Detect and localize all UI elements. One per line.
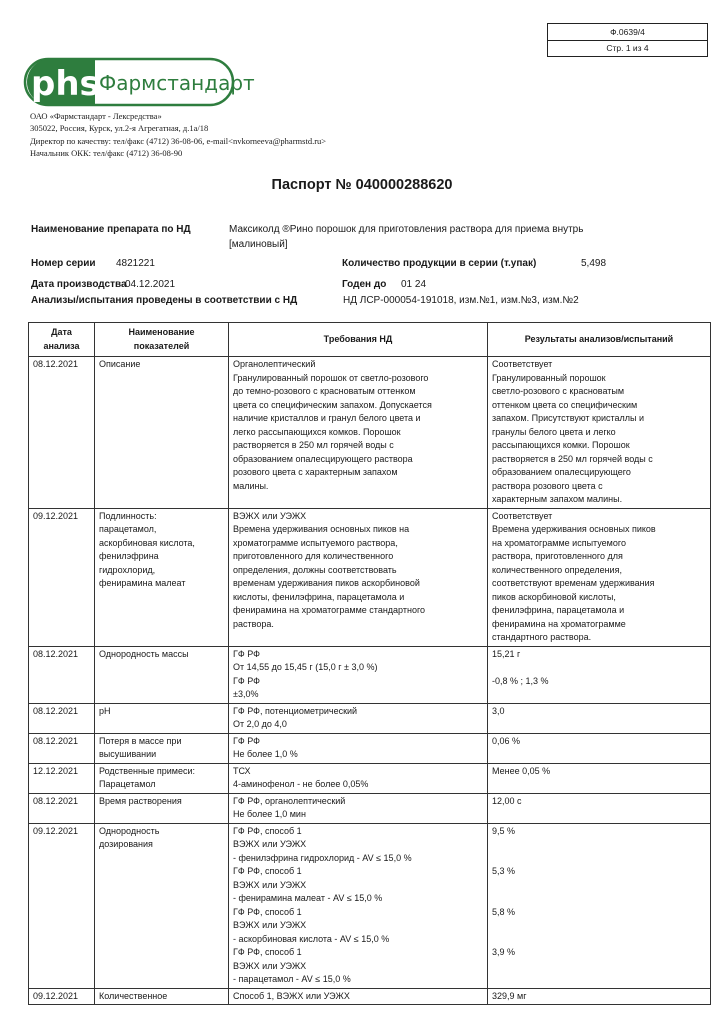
cell-indicator (95, 357, 229, 509)
table-row (29, 823, 711, 988)
cell-indicator (95, 733, 229, 763)
cell-line: временам удерживания пиков аскорбиновой (233, 578, 420, 588)
cell-line: хроматограмме испытуемого раствора, (233, 537, 398, 548)
cell-line: фенирамина на хроматограмме стандартного (233, 605, 426, 615)
drug-label: Наименование препарата по НД (31, 224, 191, 235)
quantity-value: 5,498 (581, 258, 607, 269)
cell-line: Количественное (99, 990, 168, 1001)
column-header-requirements: Требования НД (229, 323, 488, 357)
cell-line: растворяется в 250 мл горячей воды с (233, 440, 394, 450)
analysis-basis-value: НД ЛСР-000054-191018, изм.№1, изм.№3, изм.№2 (343, 295, 579, 306)
cell-requirement (229, 357, 488, 509)
cell-date (29, 646, 95, 703)
cell-line (492, 688, 707, 702)
cell-line: Описание (99, 359, 141, 369)
address-line: Директор по качеству: тел/факс (4712) 36-08-06, e-mail<nvkorneeva@pharmstd.ru> (30, 135, 327, 146)
cell-line: количественного определения, (492, 564, 622, 575)
cell-line: парацетамол, (99, 524, 157, 534)
table-row (29, 793, 711, 823)
cell-line: на хроматограмме испытуемого (492, 537, 626, 548)
cell-date (29, 733, 95, 763)
cell-result (488, 733, 711, 763)
cell-line: 5,3 % (492, 866, 516, 876)
cell-line: 5,8 % (492, 906, 516, 917)
cell-line: ГФ РФ, потенциометрический (233, 705, 358, 716)
cell-line: 08.12.2021 (33, 735, 79, 746)
cell-indicator (95, 646, 229, 703)
cell-line (492, 838, 707, 852)
column-header-name (95, 323, 229, 357)
results-table (28, 322, 711, 1005)
cell-line: раствора, приготовленного для (492, 551, 623, 561)
cell-line (492, 852, 707, 866)
cell-line: ВЭЖХ или УЭЖХ (233, 960, 307, 971)
column-header-line: Наименование (128, 327, 195, 337)
cell-line: Органолептический (233, 359, 316, 369)
cell-line: 12,00 с (492, 795, 522, 806)
cell-result (488, 646, 711, 703)
drug-name-line1: Максиколд ®Рино порошок для приготовления раствора для приема внутрь (229, 224, 584, 235)
cell-line (492, 892, 707, 906)
page-info: Стр. 1 из 4 (548, 40, 708, 57)
company-logo (23, 57, 255, 107)
cell-line: 08.12.2021 (33, 359, 79, 369)
cell-line: ГФ РФ (233, 735, 260, 746)
cell-line: ГФ РФ, органолептический (233, 795, 346, 806)
cell-line (492, 879, 707, 893)
cell-line: ВЭЖХ или УЭЖХ (233, 879, 307, 890)
series-label: Номер серии (31, 258, 96, 269)
cell-line: Подлинность: (99, 510, 157, 521)
passport-title: Паспорт № 040000288620 (271, 177, 453, 193)
cell-line: Времена удерживания основных пиков на (233, 524, 410, 534)
cell-line: ГФ РФ (233, 675, 260, 686)
cell-line: Гранулированный порошок (492, 372, 606, 383)
cell-requirement (229, 793, 488, 823)
cell-indicator (95, 988, 229, 1005)
cell-line: соответствуют временам удерживания (492, 578, 655, 588)
cell-line: фенирамина на хроматограмме (492, 618, 626, 629)
cell-line: - фенилэфрина гидрохлорид - AV ≤ 15,0 % (233, 852, 412, 863)
cell-result (488, 988, 711, 1005)
cell-line: От 14,55 до 15,45 г (15,0 г ± 3,0 %) (233, 662, 378, 672)
cell-line: Соответствует (492, 510, 553, 521)
cell-result (488, 357, 711, 509)
address-line: Начальник ОКК: тел/факс (4712) 36-08-90 (30, 147, 183, 158)
cell-requirement (229, 763, 488, 793)
cell-line: розового цвета с характерным запахом (233, 467, 398, 477)
cell-line: ГФ РФ, способ 1 (233, 947, 302, 957)
cell-indicator (95, 793, 229, 823)
cell-indicator (95, 703, 229, 733)
cell-requirement (229, 703, 488, 733)
cell-line: ГФ РФ (233, 648, 260, 659)
cell-line: Менее 0,05 % (492, 765, 551, 776)
cell-result (488, 763, 711, 793)
cell-line: ВЭЖХ или УЭЖХ (233, 839, 307, 849)
cell-line: От 2,0 до 4,0 (233, 719, 287, 729)
column-header-date (29, 323, 95, 357)
cell-line (492, 933, 707, 947)
cell-line (492, 960, 707, 974)
cell-line: 15,21 г (492, 648, 521, 659)
cell-line: образованием опалесцирующего (492, 467, 631, 477)
table-row (29, 733, 711, 763)
production-date-label: Дата производства (31, 279, 127, 290)
cell-line: фенилэфрина, парацетамола и (492, 605, 625, 615)
cell-requirement (229, 823, 488, 988)
cell-line: приготовленного для количественного (233, 551, 394, 561)
cell-line: ±3,0% (233, 689, 259, 699)
cell-line: растворяется в 250 мл горячей воды с (492, 453, 653, 464)
cell-result (488, 703, 711, 733)
cell-line: легко рассыпающихся комков. Порошок (233, 426, 401, 437)
cell-line: светло-розового с красноватым (492, 386, 625, 396)
cell-requirement (229, 988, 488, 1005)
address-line: 305022, Россия, Курск, ул.2-я Агрегатная, д.1а/18 (30, 123, 209, 134)
cell-line: запахом. Присутствуют кристаллы и (492, 413, 645, 423)
table-header-row (29, 323, 711, 357)
cell-line: - парацетамол - AV ≤ 15,0 % (233, 974, 351, 984)
table-row (29, 763, 711, 793)
cell-line: Времена удерживания основных пиков (492, 524, 656, 534)
cell-line: 0,06 % (492, 735, 521, 746)
cell-date (29, 763, 95, 793)
cell-result (488, 508, 711, 646)
cell-date (29, 988, 95, 1005)
column-header-line: Дата (51, 327, 72, 337)
column-header-line: показателей (133, 340, 190, 351)
cell-date (29, 508, 95, 646)
column-header-line: анализа (43, 340, 80, 351)
cell-line: высушивании (99, 749, 157, 759)
logo-letters: phs (31, 64, 100, 104)
cell-line: 4-аминофенол - не более 0,05% (233, 779, 369, 789)
cell-line: характерным запахом малины. (492, 494, 623, 504)
cell-line: ТСХ (233, 765, 251, 776)
cell-line: Однородность массы (99, 648, 189, 659)
cell-line: Родственные примеси: (99, 765, 196, 776)
cell-line: определения, должны соответствовать (233, 564, 397, 575)
cell-line (492, 661, 707, 675)
cell-line: рассыпающихся комки. Порошок (492, 440, 630, 450)
table-row (29, 646, 711, 703)
cell-line: 09.12.2021 (33, 510, 79, 521)
cell-line: кислоты, фенилэфрина, парацетамола и (233, 591, 405, 602)
cell-indicator (95, 508, 229, 646)
cell-requirement (229, 646, 488, 703)
cell-line: аскорбиновая кислота, (99, 537, 195, 548)
cell-line: наличие кристаллов и гранул белого цвета и (233, 413, 421, 423)
table-row (29, 357, 711, 509)
cell-line: ВЭЖХ или УЭЖХ (233, 920, 307, 930)
cell-result (488, 793, 711, 823)
cell-line: фенирамина малеат (99, 578, 186, 588)
column-header-results: Результаты анализов/испытаний (488, 323, 711, 357)
cell-line: ГФ РФ, способ 1 (233, 866, 302, 876)
cell-line: Способ 1, ВЭЖХ или УЭЖХ (233, 990, 350, 1001)
cell-line: 3,0 (492, 705, 505, 716)
cell-date (29, 793, 95, 823)
cell-line (492, 973, 707, 987)
cell-line: дозирования (99, 839, 153, 849)
cell-line: pH (99, 705, 111, 716)
cell-date (29, 357, 95, 509)
form-code-box (547, 23, 708, 57)
cell-line: образованием опалесцирующего раствора (233, 453, 413, 464)
expiry-value: 01 24 (401, 279, 427, 290)
cell-line: Парацетамол (99, 779, 156, 789)
logo-name: Фармстандарт (99, 71, 255, 95)
cell-line: - фенирамина малеат - AV ≤ 15,0 % (233, 893, 383, 903)
cell-line: гидрохлорид, (99, 564, 156, 575)
cell-result (488, 823, 711, 988)
cell-line: малины. (233, 480, 269, 491)
series-value: 4821221 (116, 258, 155, 269)
cell-line: 09.12.2021 (33, 825, 79, 836)
table-row (29, 703, 711, 733)
cell-line: 08.12.2021 (33, 705, 79, 716)
cell-line: оттенком цвета со специфическим (492, 399, 638, 410)
cell-date (29, 703, 95, 733)
cell-line: 12.12.2021 (33, 765, 79, 776)
analysis-basis-label: Анализы/испытания проведены в соответствии с НД (31, 295, 298, 306)
cell-line: фенилэфрина (99, 551, 159, 561)
cell-line: раствора розового цвета с (492, 480, 603, 491)
cell-line: Не более 1,0 % (233, 749, 298, 759)
table-row (29, 508, 711, 646)
cell-line: - аскорбиновая кислота - AV ≤ 15,0 % (233, 933, 390, 944)
cell-line: -0,8 % ; 1,3 % (492, 675, 549, 686)
cell-line: 08.12.2021 (33, 795, 79, 806)
cell-line: ГФ РФ, способ 1 (233, 825, 302, 836)
cell-line: Соответствует (492, 359, 553, 369)
company-address (30, 110, 326, 159)
cell-line: цвета со специфическим запахом. Допускается (233, 399, 432, 410)
cell-line: пиков аскорбиновой кислоты, (492, 591, 616, 602)
cell-requirement (229, 733, 488, 763)
cell-line: раствора. (233, 618, 274, 629)
cell-indicator (95, 763, 229, 793)
cell-line: 08.12.2021 (33, 648, 79, 659)
cell-date (29, 823, 95, 988)
cell-line: стандартного раствора. (492, 632, 592, 642)
form-code: Ф.0639/4 (548, 24, 708, 41)
cell-line: 3,9 % (492, 947, 516, 957)
cell-line: 9,5 % (492, 825, 516, 836)
cell-line: 09.12.2021 (33, 990, 79, 1001)
cell-line: ВЭЖХ или УЭЖХ (233, 510, 307, 521)
cell-line: Не более 1,0 мин (233, 809, 306, 819)
cell-line: Гранулированный порошок от светло-розового (233, 372, 429, 383)
cell-line: 329,9 мг (492, 990, 527, 1001)
production-date-value: 04.12.2021 (125, 279, 176, 290)
cell-line (492, 919, 707, 933)
cell-requirement (229, 508, 488, 646)
cell-line: Потеря в массе при (99, 735, 182, 746)
drug-name-line2: [малиновый] (229, 239, 288, 250)
cell-line: гранулы белого цвета и легко (492, 426, 616, 437)
quantity-label: Количество продукции в серии (т.упак) (342, 258, 537, 269)
cell-line: Время растворения (99, 795, 182, 806)
cell-indicator (95, 823, 229, 988)
address-line: ОАО «Фармстандарт - Лексредства» (30, 111, 162, 121)
cell-line: ГФ РФ, способ 1 (233, 906, 302, 917)
expiry-label: Годен до (342, 279, 387, 290)
cell-line: до темно-розового с красноватым оттенком (233, 386, 416, 396)
cell-line: Однородность (99, 825, 160, 836)
table-row (29, 988, 711, 1005)
